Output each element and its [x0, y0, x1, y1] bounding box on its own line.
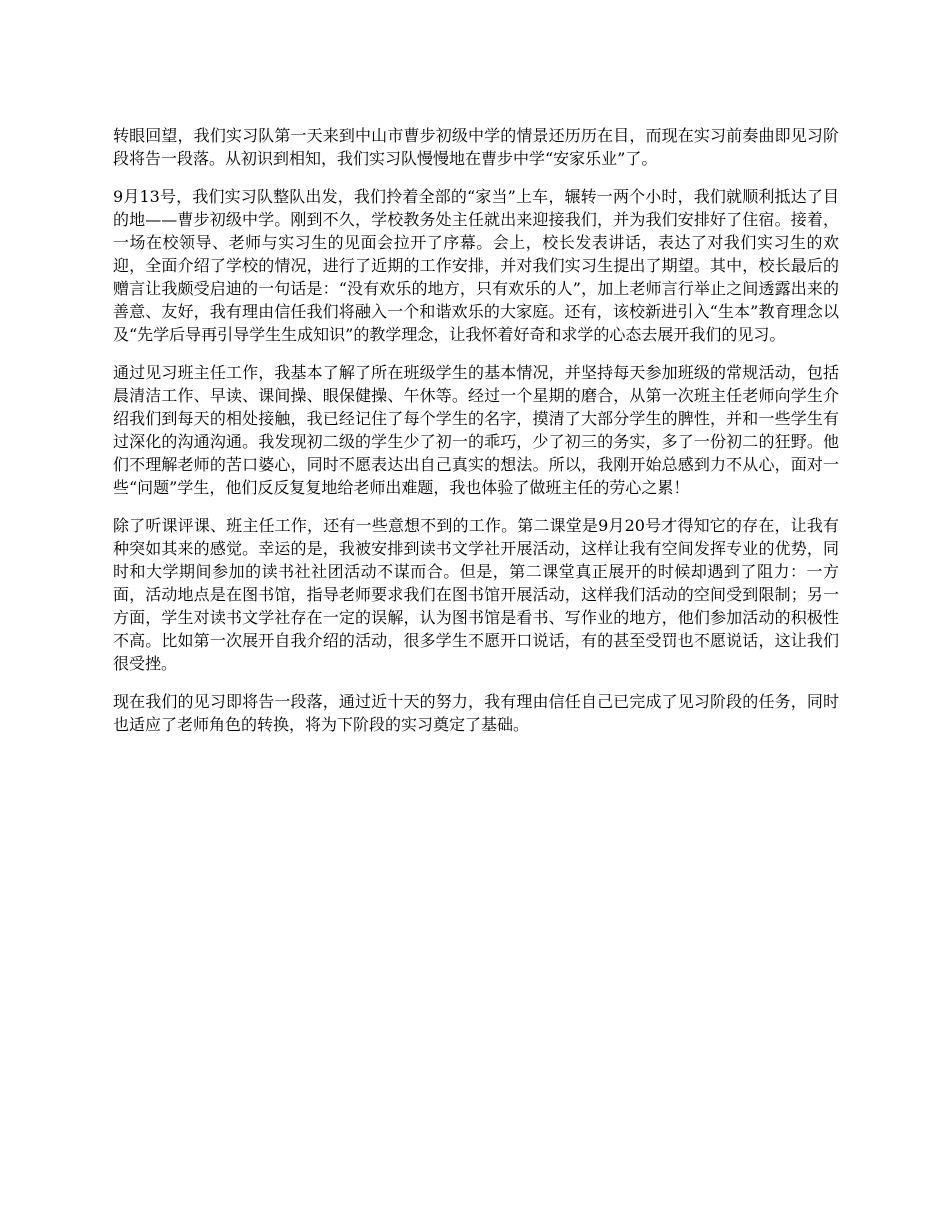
paragraph-second-classroom: 除了听课评课、班主任工作，还有一些意想不到的工作。第二课堂是9月20号才得知它的存在，让我有种突如其来的感觉。幸运的是，我被安排到读书文学社开展活动，这样让我有空间发挥专业的优势，同时和大学期间参加的读书社社团活动不谋而合。但是，第二课堂真正展开的时候却遇到了阻力：一方面，活动地点是在图书馆，指导老师要求我们在图书馆开展活动，这样我们活动的空间受到限制；另一方面，学生对读书文学社存在一定的误解，认为图书馆是看书、写作业的地方，他们参加活动的积极性不高。比如第一次展开自我介绍的活动，很多学生不愿开口说话，有的甚至受罚也不愿说话，这让我们很受挫。 — [113, 516, 839, 673]
paragraph-conclusion: 现在我们的见习即将告一段落，通过近十天的努力，我有理由信任自己已完成了见习阶段的任务，同时也适应了老师角色的转换，将为下阶段的实习奠定了基础。 — [113, 692, 839, 734]
document-body — [113, 124, 839, 751]
paragraph-intro: 转眼回望，我们实习队第一天来到中山市曹步初级中学的情景还历历在目，而现在实习前奏曲即见习阶段将告一段落。从初识到相知，我们实习队慢慢地在曹步中学“安家乐业”了。 — [113, 126, 839, 168]
paragraph-head-teacher-work: 通过见习班主任工作，我基本了解了所在班级学生的基本情况，并坚持每天参加班级的常规活动，包括晨清洁工作、早读、课间操、眼保健操、午休等。经过一个星期的磨合，从第一次班主任老师向学生介绍我们到每天的相处接触，我已经记住了每个学生的名字，摸清了大部分学生的脾性，并和一些学生有过深化的沟通沟通。我发现初二级的学生少了初一的乖巧，少了初三的务实，多了一份初二的狂野。他们不理解老师的苦口婆心，同时不愿表达出自己真实的想法。所以，我刚开始总感到力不从心，面对一些“问题”学生，他们反反复复地给老师出难题，我也体验了做班主任的劳心之累！ — [113, 363, 839, 497]
paragraph-arrival: 9月13号，我们实习队整队出发，我们拎着全部的“家当”上车，辗转一两个小时，我们就顺利抵达了目的地——曹步初级中学。刚到不久，学校教务处主任就出来迎接我们，并为我们安排好了住宿。接着，一场在校领导、老师与实习生的见面会拉开了序幕。会上，校长发表讲话，表达了对我们实习生的欢迎，全面介绍了学校的情况，进行了近期的工作安排，并对我们实习生提出了期望。其中，校长最后的赠言让我颇受启迪的一句话是：“没有欢乐的地方，只有欢乐的人”，加上老师言行举止之间透露出来的善意、友好，我有理由信任我们将融入一个和谐欢乐的大家庭。还有，该校新进引入“生本”教育理念以及“先学后导再引导学生生成知识”的教学理念，让我怀着好奇和求学的心态去展开我们的见习。 — [113, 187, 839, 344]
